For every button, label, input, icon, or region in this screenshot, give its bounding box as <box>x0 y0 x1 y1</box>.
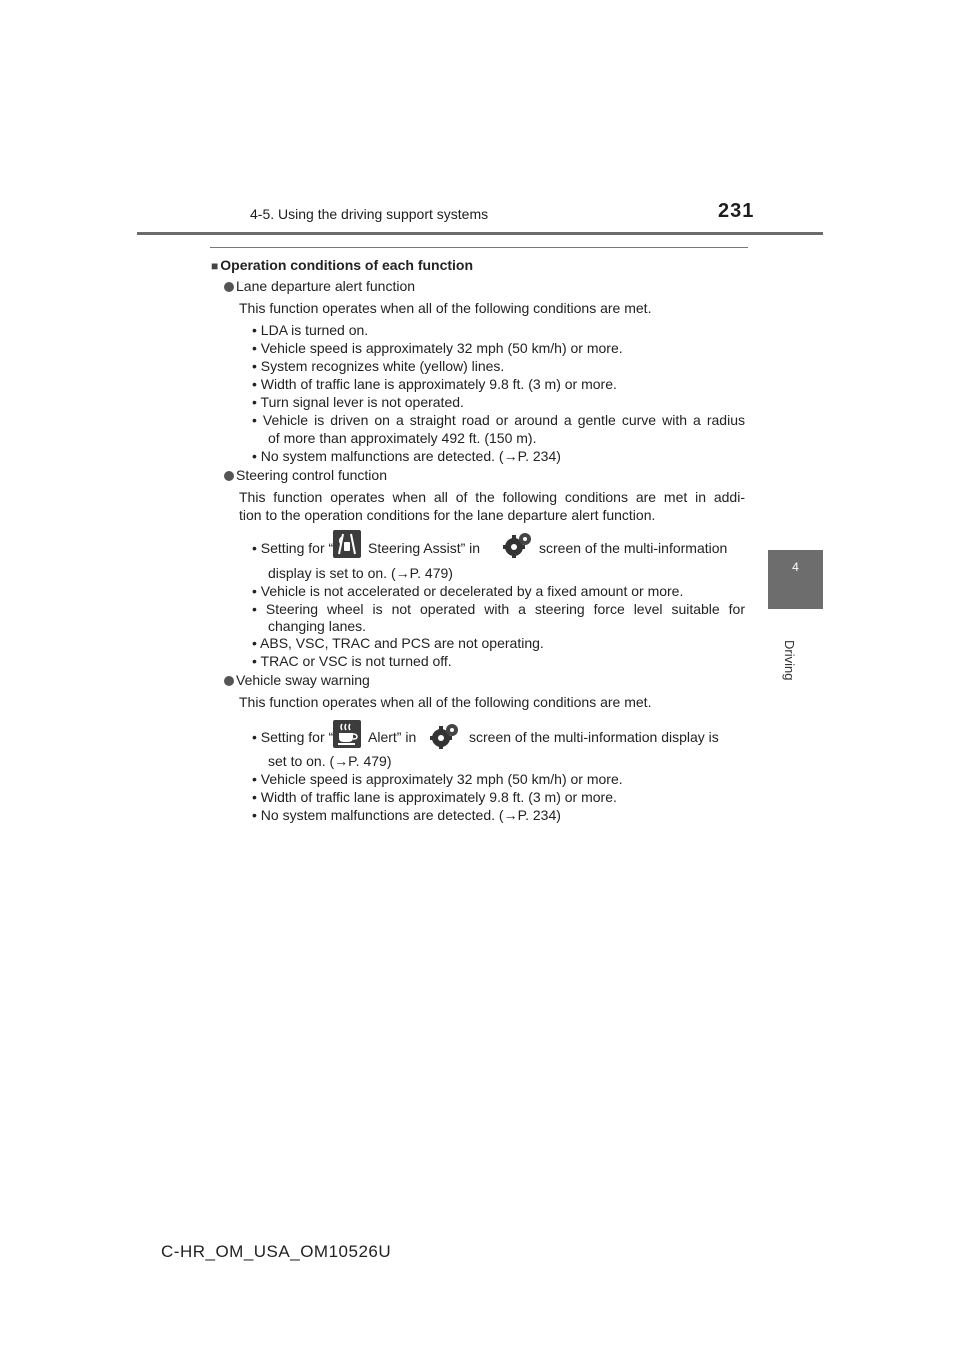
page-number: 231 <box>718 200 755 222</box>
square-bullet-icon: ■ <box>211 259 219 273</box>
list-item: • ABS, VSC, TRAC and PCS are not operating. <box>252 635 544 651</box>
list-item: • Width of traffic lane is approximately 9.8 ft. (3 m) or more. <box>252 789 617 805</box>
list-item: • Steering wheel is not operated with a steering force level suitable for <box>252 601 745 617</box>
sway-setting-line2: set to on. (→P. 479) <box>268 753 392 769</box>
settings-gear-icon <box>428 722 460 750</box>
header-rule <box>137 232 823 235</box>
list-item: • No system malfunctions are detected. (→P. 234) <box>252 807 561 823</box>
list-item: • Vehicle is not accelerated or decelerated by a fixed amount or more. <box>252 583 684 599</box>
chapter-label: Driving <box>782 640 797 681</box>
sway-intro: This function operates when all of the following conditions are met. <box>239 694 652 710</box>
steering-intro-line1: This function operates when all of the following conditions are met in addi- <box>239 489 745 505</box>
steering-setting-part1: • Setting for “ <box>252 540 334 556</box>
steering-setting-line2: display is set to on. (→P. 479) <box>268 565 453 581</box>
list-item: • LDA is turned on. <box>252 322 369 338</box>
round-bullet-icon <box>224 676 234 686</box>
sway-title-text: Vehicle sway warning <box>236 672 370 688</box>
content-rule <box>210 247 748 248</box>
chapter-tab <box>768 550 823 609</box>
round-bullet-icon <box>224 471 234 481</box>
list-item: • System recognizes white (yellow) lines. <box>252 358 505 374</box>
steering-title <box>224 467 387 484</box>
list-item-continued: of more than approximately 492 ft. (150 m). <box>268 430 537 446</box>
section-title: 4-5. Using the driving support systems <box>250 206 489 222</box>
lane-departure-intro: This function operates when all of the following conditions are met. <box>239 300 652 316</box>
steering-title-text: Steering control function <box>236 467 387 483</box>
sway-setting-part3: screen of the multi-information display is <box>469 729 719 745</box>
list-item: • Vehicle speed is approximately 32 mph (50 km/h) or more. <box>252 771 623 787</box>
list-item: • Turn signal lever is not operated. <box>252 394 464 410</box>
steering-intro-line2: tion to the operation conditions for the lane departure alert function. <box>239 507 656 523</box>
lane-departure-title <box>224 278 415 295</box>
list-item: • No system malfunctions are detected. (→P. 234) <box>252 448 561 464</box>
heading-text: Operation conditions of each function <box>220 257 474 273</box>
steering-setting-part2: Steering Assist” in <box>368 540 481 556</box>
chapter-number: 4 <box>792 560 799 574</box>
section-heading <box>211 257 473 275</box>
coffee-cup-icon <box>333 720 361 748</box>
steering-setting-part3: screen of the multi-information <box>539 540 728 556</box>
list-item: • Vehicle speed is approximately 32 mph (50 km/h) or more. <box>252 340 623 356</box>
list-item: • TRAC or VSC is not turned off. <box>252 653 452 669</box>
settings-gear-icon <box>501 531 533 559</box>
footer-document-code: C-HR_OM_USA_OM10526U <box>161 1242 392 1261</box>
list-item-continued: changing lanes. <box>268 618 367 634</box>
sway-title <box>224 672 370 689</box>
lane-keep-assist-icon <box>333 530 361 558</box>
list-item: • Vehicle is driven on a straight road or around a gentle curve with a radius <box>252 412 745 428</box>
list-item: • Width of traffic lane is approximately 9.8 ft. (3 m) or more. <box>252 376 617 392</box>
round-bullet-icon <box>224 282 234 292</box>
sway-setting-part1: • Setting for “ <box>252 729 334 745</box>
lane-departure-title-text: Lane departure alert function <box>236 278 416 294</box>
sway-setting-part2: Alert” in <box>368 729 417 745</box>
